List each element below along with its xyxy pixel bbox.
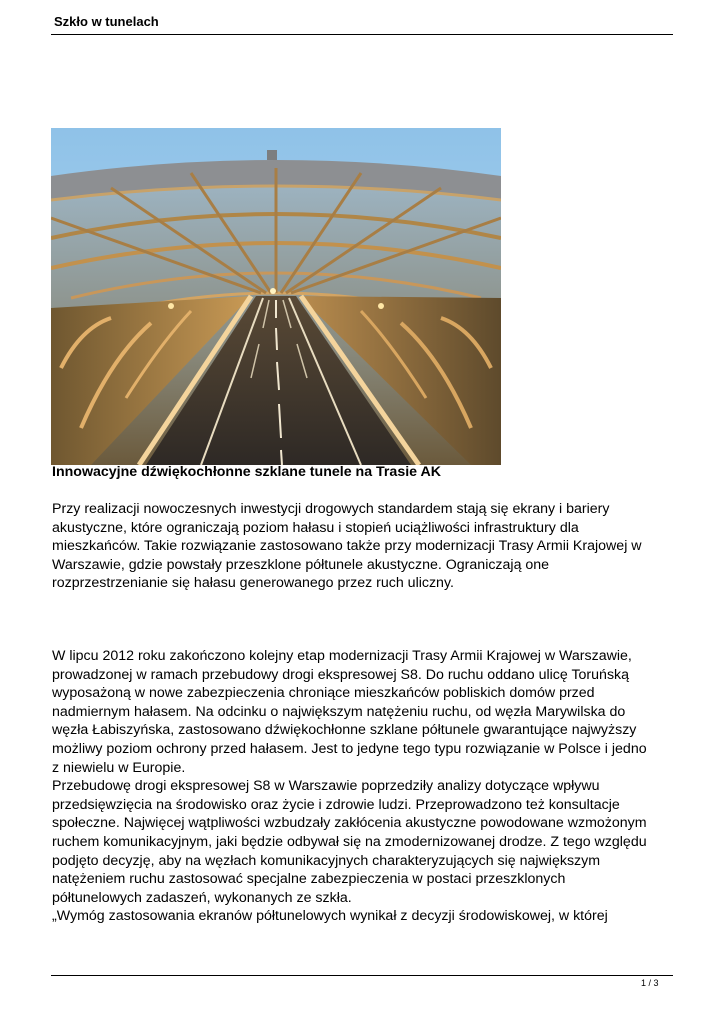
text-line: z niewielu w Europie. xyxy=(52,759,186,776)
text-line: podjęto decyzję, aby na węzłach komunikacyjnych charakteryzujących się największym xyxy=(52,852,601,869)
page-number: 1 / 3 xyxy=(641,978,659,988)
text-line: rozprzestrzenianie się hałasu generowanego przez ruch uliczny. xyxy=(52,575,454,592)
text-line: węzła Łabiszyńska, zastosowano dźwiękochłonne szklane półtunele gwarantujące najwyższy xyxy=(52,722,637,739)
photo-caption: Innowacyjne dźwiękochłonne szklane tunele na Trasie AK xyxy=(52,464,441,480)
text-line: natężeniem ruchu zastosować specjalne zabezpieczenia w postaci przeszklonych xyxy=(52,871,566,888)
text-line: społeczne. Najwięcej wątpliwości wzbudzały zakłócenia akustyczne powodowane wzmożonym xyxy=(52,815,647,832)
text-line: Przy realizacji nowoczesnych inwestycji drogowych standardem stają się ekrany i bariery xyxy=(52,501,610,517)
text-line: wyposażoną w nowe zabezpieczenia chroniące mieszkańców pobliskich domów przed xyxy=(52,685,595,702)
text-line: ruchem komunikacyjnym, jaki będzie odbywał się na zmodernizowanej drodze. Z tego względu xyxy=(52,833,647,850)
text-line: nadmiernym hałasem. Na odcinku o największym natężeniu ruchu, od węzła Marywilska do xyxy=(52,703,626,720)
text-line: prowadzonej w ramach przebudowy drogi ekspresowej S8. Do ruchu oddano ulicę Toruńską xyxy=(52,666,630,683)
header-divider xyxy=(51,34,673,35)
text-line: Przebudowę drogi ekspresowej S8 w Warszawie poprzedziły analizy dotyczące wpływu xyxy=(52,778,600,795)
text-line: „Wymóg zastosowania ekranów półtunelowych wynikał z decyzji środowiskowej, w której xyxy=(52,908,608,925)
text-line: W lipcu 2012 roku zakończono kolejny etap modernizacji Trasy Armii Krajowej w Warszawie, xyxy=(52,648,632,664)
footer-divider xyxy=(51,975,673,976)
text-line: półtunelowych zadaszeń, wykonanych ze szkła. xyxy=(52,889,352,906)
text-line: akustyczne, które ograniczają poziom hałasu i stopień uciążliwości infrastruktury dla xyxy=(52,519,579,536)
page-header-title: Szkło w tunelach xyxy=(54,14,159,29)
paragraph-main xyxy=(52,647,682,926)
text-line: możliwy poziom ochrony przed hałasem. Jest to jedyne tego typu rozwiązanie w Polsce i jedno xyxy=(52,740,647,757)
tunnel-photo xyxy=(51,128,501,465)
paragraph-intro xyxy=(52,500,682,593)
text-line: przedsięwzięcia na środowisko oraz życie i zdrowie ludzi. Przeprowadzono też konsultacje xyxy=(52,796,620,813)
text-line: mieszkańców. Takie rozwiązanie zastosowano także przy modernizacji Trasy Armii Krajowej w xyxy=(52,538,642,555)
text-line: Warszawie, gdzie powstały przeszklone półtunele akustyczne. Ograniczają one xyxy=(52,556,550,573)
